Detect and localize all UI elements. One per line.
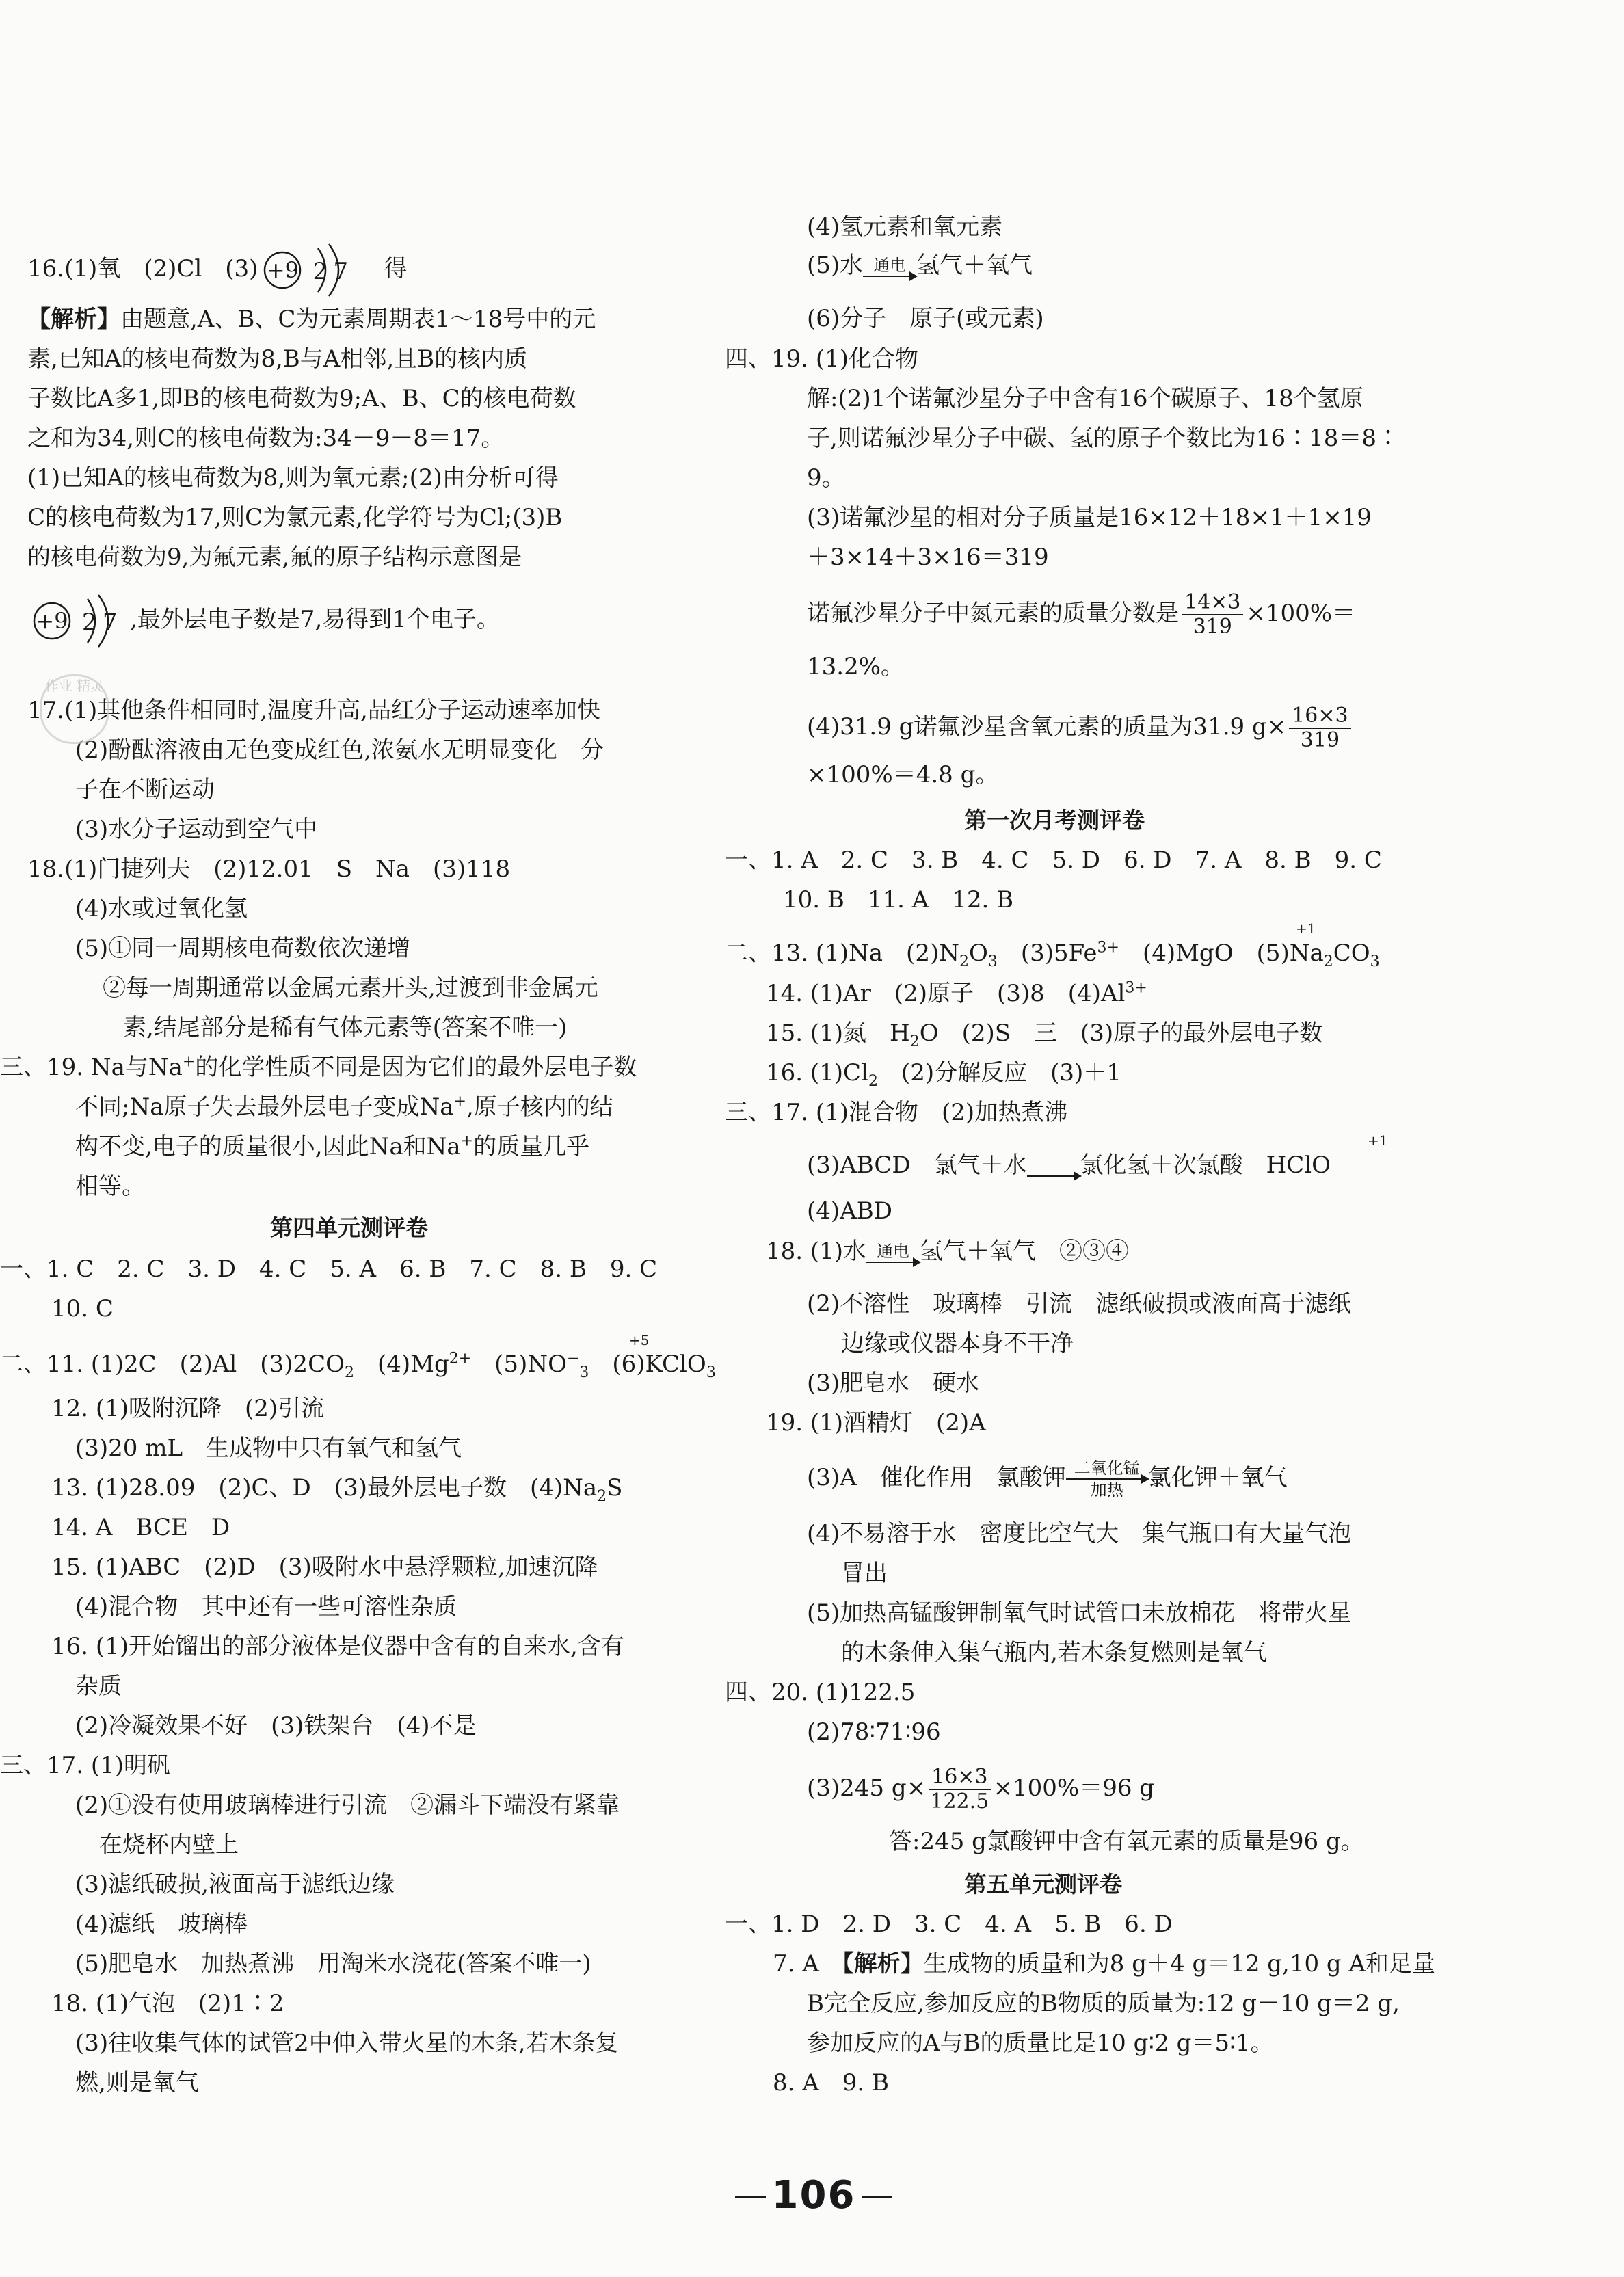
- text: O (2)S 三 (3)原子的最外层电子数: [919, 1020, 1323, 1047]
- text: 二、13. (1)Na (2)N: [725, 940, 959, 967]
- text: 氢气＋氧气: [916, 252, 1033, 279]
- text-line: 之和为34,则C的核电荷数为:34－9－8＝17。: [27, 425, 505, 452]
- text-line: (5)加热高锰酸钾制氧气时试管口未放棉花 将带火星: [807, 1599, 1352, 1627]
- text-line: [766, 1020, 1323, 1050]
- text-line: 的木条伸入集气瓶内,若木条复燃则是氧气: [841, 1639, 1267, 1666]
- text-line: 四、20. (1)122.5: [725, 1679, 916, 1706]
- subscript: 2: [909, 1033, 920, 1050]
- section-heading: 第四单元测评卷: [270, 1214, 428, 1241]
- superscript: −: [566, 1350, 580, 1368]
- text: (4)31.9 g诺氟沙星含氧元素的质量为31.9 g×: [807, 713, 1287, 741]
- shell-2: 7: [333, 258, 349, 285]
- valence-label: +1: [1368, 1132, 1388, 1149]
- text-line: 12. (1)吸附沉降 (2)引流: [51, 1395, 325, 1422]
- text-line: 参加反应的A与B的质量比是10 g∶2 g＝5∶1。: [807, 2029, 1274, 2057]
- nucleus: +9: [266, 257, 299, 283]
- arrow-icon: [1027, 1175, 1080, 1177]
- text-line: [807, 591, 1355, 639]
- shell-2: 7: [103, 609, 118, 636]
- reaction-arrow: [866, 1242, 920, 1263]
- text: 三、19. Na与Na: [0, 1054, 183, 1081]
- text-line: 一、1. A 2. C 3. B 4. C 5. D 6. D 7. A 8. B 9. C: [725, 847, 1382, 874]
- text: 二、11. (1)2C (2)Al (3)2CO: [0, 1350, 345, 1378]
- text-line: (6)分子 原子(或元素): [807, 305, 1044, 332]
- text-line: (2)不溶性 玻璃棒 引流 滤纸破损或液面高于滤纸: [807, 1290, 1352, 1318]
- text: 诺氟沙星分子中氮元素的质量分数是: [807, 600, 1179, 627]
- subscript: 3: [706, 1363, 716, 1381]
- superscript: 3+: [1125, 979, 1147, 997]
- text: (4)Mg: [354, 1350, 449, 1378]
- reaction-arrow: [1066, 1459, 1148, 1499]
- text-line: (2)冷凝效果不好 (3)铁架台 (4)不是: [75, 1712, 477, 1740]
- watermark-stamp: 作业 精灵: [40, 674, 109, 744]
- text-line: C的核电荷数为17,则C为氯元素,化学符号为Cl;(3)B: [27, 504, 563, 531]
- text-line: (5)肥皂水 加热煮沸 用淘米水浇花(答案不唯一): [75, 1950, 591, 1978]
- superscript: +: [453, 1093, 466, 1110]
- text: S: [607, 1474, 623, 1502]
- text: (2)分解反应 (3)＋1: [877, 1059, 1121, 1087]
- text: 构不变,电子的质量很小,因此Na和Na: [75, 1133, 461, 1160]
- analysis-label: 【解析】: [842, 1950, 924, 1978]
- text-line: (2)78∶71∶96: [807, 1718, 941, 1746]
- text-line: (3)肥皂水 硬水: [807, 1370, 980, 1397]
- text: 13. (1)28.09 (2)C、D (3)最外层电子数 (4)Na: [51, 1474, 598, 1502]
- text-line: [807, 1459, 1288, 1499]
- text-line: [773, 1950, 1435, 1978]
- subscript: 2: [959, 953, 969, 970]
- numerator: 16×3: [1289, 704, 1350, 729]
- text-line: 边缘或仪器本身不干净: [841, 1330, 1074, 1357]
- text: (5)NO: [471, 1350, 567, 1378]
- subscript: 3: [579, 1363, 589, 1381]
- text-line: 四、19. (1)化合物: [725, 345, 919, 373]
- text-line: (3)诺氟沙星的相对分子质量是16×12＋18×1＋1×19: [807, 504, 1372, 531]
- text-line: (1)已知A的核电荷数为8,则为氧元素;(2)由分析可得: [27, 464, 559, 492]
- text-line: [766, 1059, 1121, 1090]
- text-line: 10. B 11. A 12. B: [783, 886, 1014, 914]
- arrow-condition: [1027, 1156, 1080, 1174]
- text-line: (3)20 mL 生成物中只有氧气和氢气: [75, 1435, 462, 1462]
- nucleus: +9: [36, 608, 68, 634]
- text: 18. (1)水: [766, 1238, 867, 1265]
- text: 由题意,A、B、C为元素周期表1～18号中的元: [120, 306, 596, 333]
- text-line: 子数比A多1,即B的核电荷数为9;A、B、C的核电荷数: [27, 385, 576, 412]
- arrow-condition-below: 加热: [1090, 1480, 1123, 1500]
- text-line: 16. (1)开始馏出的部分液体是仪器中含有的自来水,含有: [51, 1633, 624, 1660]
- subscript: 3: [1370, 953, 1380, 970]
- text: ×100%＝: [1246, 600, 1356, 627]
- subscript: 2: [1323, 953, 1333, 970]
- text-line: (4)混合物 其中还有一些可溶性杂质: [75, 1593, 457, 1621]
- text-line: (2)酚酞溶液由无色变成红色,浓氨水无明显变化 分: [75, 736, 604, 764]
- numerator: 16×3: [929, 1766, 990, 1790]
- text-line: 三、17. (1)明矾: [0, 1752, 171, 1779]
- page-number: 106: [735, 2173, 892, 2218]
- text: 得: [384, 255, 408, 282]
- text-line: 的核电荷数为9,为氟元素,氟的原子结构示意图是: [27, 544, 522, 571]
- text-line: 答:245 g氯酸钾中含有氧元素的质量是96 g。: [889, 1828, 1364, 1855]
- text-line: 冒出: [841, 1560, 888, 1587]
- text-line: B完全反应,参加反应的B物质的质量为:12 g－10 g＝2 g,: [807, 1990, 1400, 2017]
- superscript: +: [182, 1053, 196, 1071]
- text: (5)水: [807, 252, 864, 279]
- text: (3)ABCD 氯气＋水: [807, 1151, 1027, 1179]
- numerator: 14×3: [1182, 591, 1243, 615]
- text: ,原子核内的结: [466, 1093, 613, 1121]
- text: (3)A 催化作用 氯酸钾: [807, 1464, 1066, 1491]
- text: 氢气＋氧气 ②③④: [920, 1238, 1130, 1265]
- reaction-arrow: [1027, 1156, 1080, 1177]
- text-line: 15. (1)ABC (2)D (3)吸附水中悬浮颗粒,加速沉降: [51, 1554, 598, 1581]
- text: 16. (1)Cl: [766, 1059, 868, 1087]
- text-line: [807, 1766, 1154, 1813]
- superscript: 3+: [1097, 939, 1119, 957]
- text: (6)KClO: [589, 1350, 706, 1378]
- subscript: 2: [597, 1487, 607, 1505]
- arrow-icon: [866, 1262, 920, 1263]
- fraction: [1182, 591, 1243, 639]
- text-line: 13.2%。: [807, 653, 905, 680]
- text-line: 燃,则是氧气: [75, 2069, 199, 2096]
- text-line: 10. C: [51, 1295, 114, 1322]
- text-line: [725, 939, 1380, 970]
- text-line: [766, 1238, 1129, 1265]
- text: O: [968, 940, 988, 967]
- text-line: 相等。: [75, 1173, 145, 1200]
- arrow-condition: 二氧化锰: [1074, 1459, 1140, 1478]
- text-line: ②每一周期通常以金属元素开头,过渡到非金属元: [103, 974, 598, 1002]
- denominator: 319: [1300, 728, 1340, 752]
- text: (3)5Fe: [997, 940, 1097, 967]
- text-line: 素,结尾部分是稀有气体元素等(答案不唯一): [123, 1014, 568, 1041]
- text-line: 解:(2)1个诺氟沙星分子中含有16个碳原子、18个氢原: [807, 385, 1363, 412]
- shell-1: 2: [312, 258, 328, 285]
- text-line: 三、17. (1)混合物 (2)加热煮沸: [725, 1099, 1068, 1126]
- section-heading: 第五单元测评卷: [964, 1871, 1122, 1898]
- text: CO: [1333, 940, 1370, 967]
- text-line: ＋3×14＋3×16＝319: [807, 544, 1049, 571]
- analysis-label: 【解析】: [27, 306, 120, 333]
- text: 14. (1)Ar (2)原子 (3)8 (4)Al: [766, 980, 1126, 1007]
- denominator: 122.5: [930, 1789, 989, 1813]
- text-line: 14. A BCE D: [51, 1514, 230, 1541]
- text-line: [766, 980, 1147, 1007]
- text-line: (4)氢元素和氧元素: [807, 213, 1003, 241]
- text-line: (4)水或过氧化氢: [75, 895, 248, 922]
- text-line: 18. (1)气泡 (2)1∶2: [51, 1990, 284, 2017]
- text-line: 18.(1)门捷列夫 (2)12.01 S Na (3)118: [27, 855, 511, 883]
- text: Na: [1289, 940, 1324, 967]
- text: 氯化钾＋氧气: [1147, 1464, 1288, 1491]
- text-line: (3)滤纸破损,液面高于滤纸边缘: [75, 1871, 395, 1898]
- arrow-icon: [1066, 1478, 1148, 1480]
- text-line: 9。: [807, 464, 845, 492]
- superscript: +: [460, 1132, 474, 1150]
- arrow-condition: 通电: [877, 1242, 910, 1261]
- text: ClO: [1286, 1151, 1331, 1179]
- text-line: (4)不易溶于水 密度比空气大 集气瓶口有大量气泡: [807, 1520, 1352, 1547]
- text: 16.(1)氧 (2)Cl (3): [27, 255, 258, 282]
- text-line: (4)滤纸 玻璃棒: [75, 1910, 248, 1938]
- text-line: 19. (1)酒精灯 (2)A: [766, 1409, 986, 1437]
- text-line: 一、1. D 2. D 3. C 4. A 5. B 6. D: [725, 1910, 1173, 1938]
- text: 生成物的质量和为8 g＋4 g＝12 g,10 g A和足量: [923, 1950, 1436, 1978]
- text-line: 子,则诺氟沙星分子中碳、氢的原子个数比为16∶18＝8∶: [807, 425, 1400, 452]
- subscript: 2: [868, 1072, 878, 1090]
- text: 氯化氢＋次氯酸 H: [1080, 1151, 1287, 1179]
- text-line: 17.(1)其他条件相同时,温度升高,品红分子运动速率加快: [27, 697, 600, 724]
- reaction-arrow: [863, 256, 916, 277]
- text-line: [807, 252, 1033, 279]
- fraction: [1289, 704, 1350, 752]
- text-line: 一、1. C 2. C 3. D 4. C 5. A 6. B 7. C 8. B 9. C: [0, 1255, 658, 1283]
- valence-label: +5: [629, 1332, 650, 1348]
- text: 不同;Na原子失去最外层电子变成Na: [75, 1093, 454, 1121]
- text: ,最外层电子数是7,易得到1个电子。: [130, 606, 500, 633]
- text-line: 子在不断运动: [75, 776, 215, 803]
- superscript: 2+: [449, 1350, 472, 1368]
- text-line: [807, 1151, 1331, 1179]
- text: (4)MgO (5): [1119, 940, 1290, 967]
- subscript: 3: [987, 953, 998, 970]
- text-line: 在烧杯内壁上: [99, 1831, 239, 1859]
- denominator: 319: [1193, 615, 1232, 639]
- fraction: [929, 1766, 990, 1813]
- text-line: 杂质: [75, 1673, 122, 1700]
- text-line: (3)水分子运动到空气中: [75, 816, 318, 843]
- text-line: ×100%＝4.8 g。: [807, 761, 999, 788]
- text: 7. A: [773, 1950, 842, 1978]
- text: ×100%＝96 g: [993, 1774, 1155, 1802]
- text-line: [807, 704, 1354, 752]
- text: 的化学性质不同是因为它们的最外层电子数: [195, 1054, 637, 1081]
- subscript: 2: [344, 1363, 354, 1381]
- text-line: 素,已知A的核电荷数为8,B与A相邻,且B的核内质: [27, 345, 528, 373]
- text: (3)245 g×: [807, 1774, 927, 1802]
- text-line: (3)往收集气体的试管2中伸入带火星的木条,若木条复: [75, 2029, 619, 2057]
- text-line: 8. A 9. B: [773, 2069, 890, 2096]
- section-heading: 第一次月考测评卷: [964, 807, 1145, 834]
- arrow-icon: [863, 276, 916, 277]
- arrow-condition: 通电: [873, 256, 907, 275]
- text-line: (4)ABD: [807, 1197, 892, 1225]
- text-line: (5)①同一周期核电荷数依次递增: [75, 935, 411, 962]
- text-line: (2)①没有使用玻璃棒进行引流 ②漏斗下端没有紧靠: [75, 1792, 620, 1819]
- text: 的质量几乎: [473, 1133, 590, 1160]
- valence-label: +1: [1296, 920, 1316, 937]
- shell-1: 2: [82, 609, 97, 636]
- text: 15. (1)氮 H: [766, 1020, 910, 1047]
